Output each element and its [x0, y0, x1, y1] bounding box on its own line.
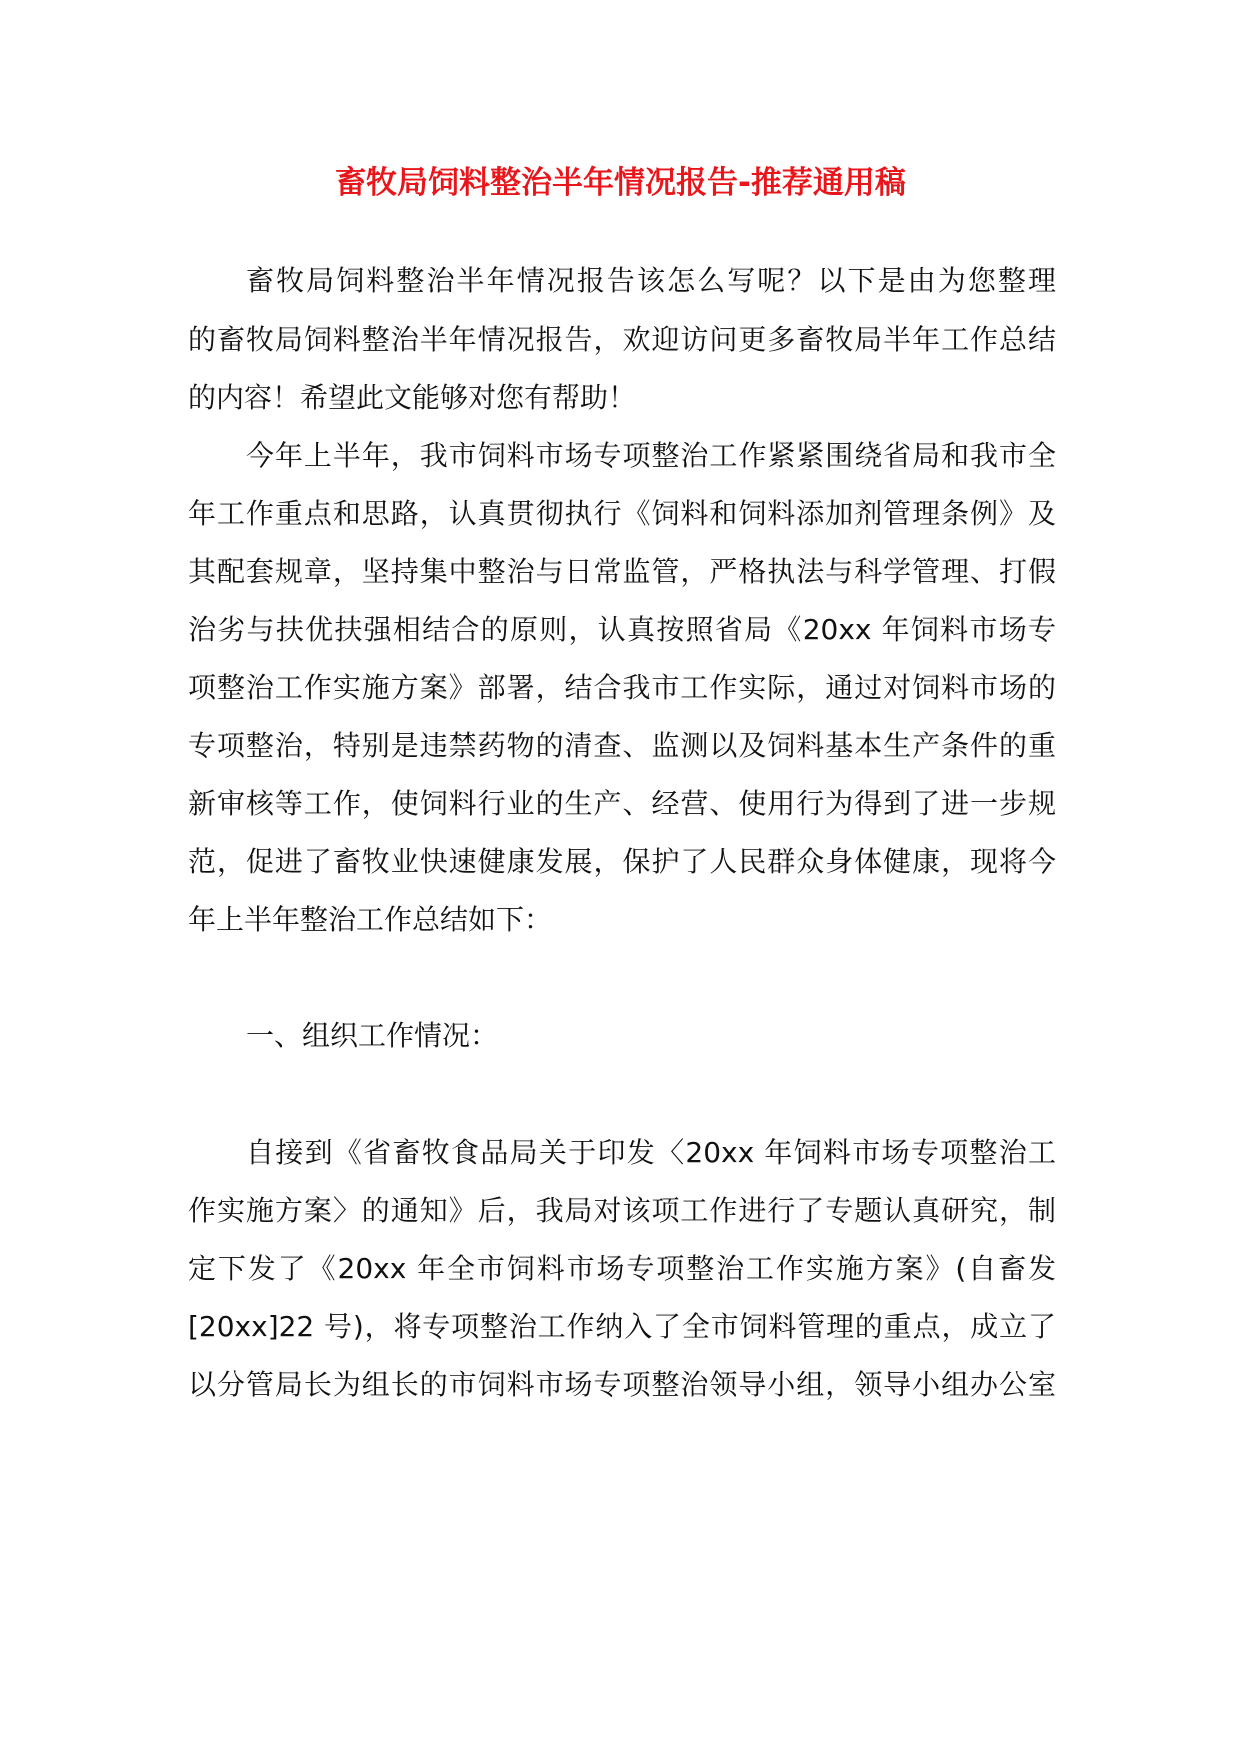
paragraph-line: 以分管局长为组长的市饲料市场专项整治领导小组，领导小组办公室 [188, 1368, 1056, 1401]
paragraph-line: 年工作重点和思路，认真贯彻执行《饲料和饲料添加剂管理条例》及 [188, 497, 1056, 530]
paragraph-line: [20xx]22 号)，将专项整治工作纳入了全市饲料管理的重点，成立了 [188, 1310, 1056, 1343]
paragraph-line: 其配套规章，坚持集中整治与日常监管，严格执法与科学管理、打假 [188, 555, 1056, 588]
paragraph-line: 项整治工作实施方案》部署，结合我市工作实际，通过对饲料市场的 [188, 671, 1056, 704]
paragraph-line: 专项整治，特别是违禁药物的清查、监测以及饲料基本生产条件的重 [188, 729, 1056, 762]
paragraph-line: 畜牧局饲料整治半年情况报告该怎么写呢？以下是由为您整理 [246, 264, 1056, 297]
paragraph-line: 的内容！希望此文能够对您有帮助！ [188, 381, 637, 414]
section-heading: 一、组织工作情况： [246, 1019, 499, 1052]
paragraph-line: 治劣与扶优扶强相结合的原则，认真按照省局《20xx 年饲料市场专 [188, 613, 1056, 646]
paragraph-line: 的畜牧局饲料整治半年情况报告，欢迎访问更多畜牧局半年工作总结 [188, 323, 1056, 356]
document-title: 畜牧局饲料整治半年情况报告-推荐通用稿 [335, 165, 906, 201]
paragraph-line: 新审核等工作，使饲料行业的生产、经营、使用行为得到了进一步规 [188, 787, 1056, 820]
paragraph-line: 今年上半年，我市饲料市场专项整治工作紧紧围绕省局和我市全 [246, 439, 1056, 472]
paragraph-line: 定下发了《20xx 年全市饲料市场专项整治工作实施方案》(自畜发 [188, 1252, 1056, 1285]
paragraph-line: 范，促进了畜牧业快速健康发展，保护了人民群众身体健康，现将今 [188, 845, 1056, 878]
paragraph-line: 年上半年整治工作总结如下： [188, 903, 553, 936]
paragraph-line: 作实施方案〉的通知》后，我局对该项工作进行了专题认真研究，制 [188, 1194, 1056, 1227]
paragraph-line: 自接到《省畜牧食品局关于印发〈20xx 年饲料市场专项整治工 [246, 1136, 1056, 1169]
